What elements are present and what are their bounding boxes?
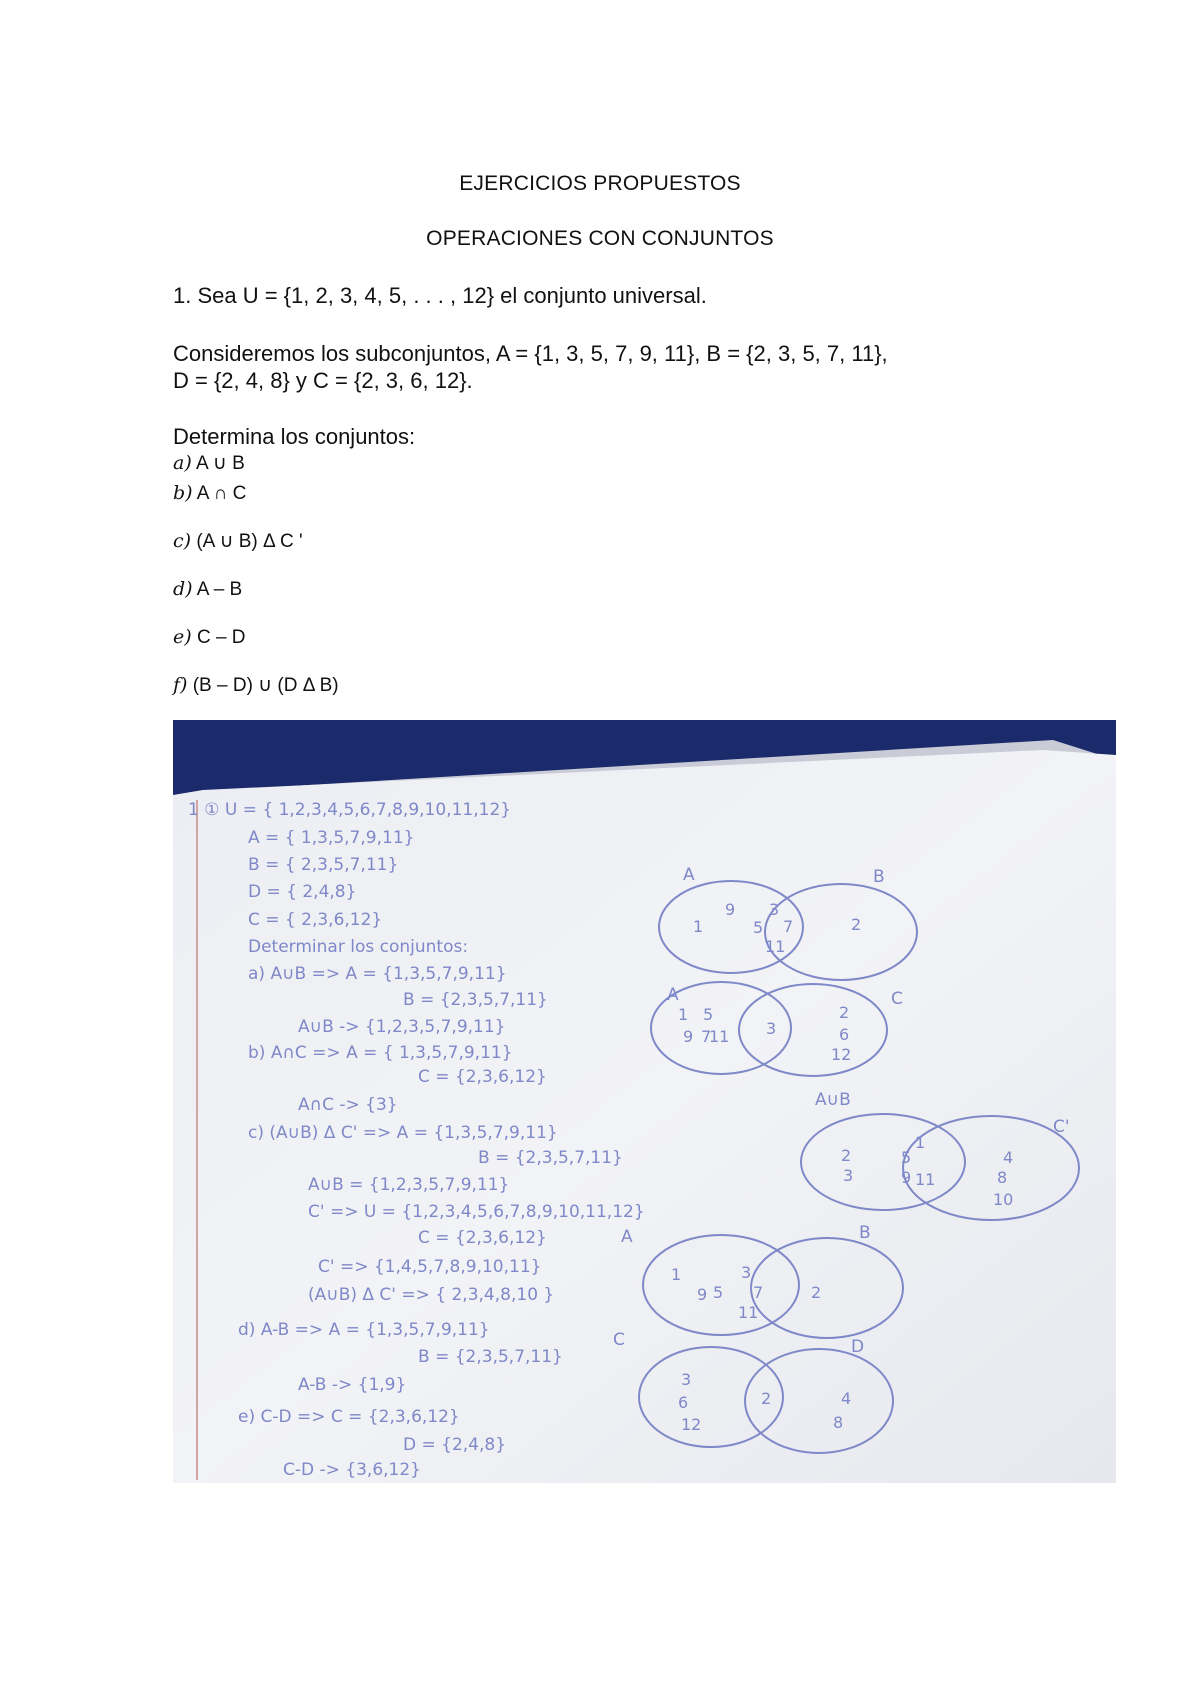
item-text: C – D: [191, 627, 246, 648]
handwritten-line: B = {2,3,5,7,11}: [478, 1148, 623, 1168]
handwritten-line: C = { 2,3,6,12}: [248, 910, 383, 930]
handwritten-line: A∪B -> {1,2,3,5,7,9,11}: [298, 1017, 506, 1037]
exercise-item-e: [173, 626, 246, 649]
venn-element: 2: [851, 915, 862, 934]
venn-set-label: A: [621, 1227, 633, 1247]
handwritten-line: C-D -> {3,6,12}: [283, 1460, 421, 1480]
venn-element: 3: [843, 1166, 854, 1185]
venn-element: 11: [709, 1027, 730, 1046]
venn-set-label: A: [683, 865, 695, 885]
venn-set-label: B: [873, 867, 885, 887]
venn-element: 2: [761, 1389, 772, 1408]
venn-element: 3: [741, 1263, 752, 1282]
venn-set-label: C: [891, 989, 903, 1009]
venn-element: 7: [753, 1283, 764, 1302]
handwritten-line: B = {2,3,5,7,11}: [418, 1347, 563, 1367]
handwritten-line: d) A-B => A = {1,3,5,7,9,11}: [238, 1320, 490, 1340]
item-label: a): [173, 452, 192, 474]
venn-element: 4: [841, 1389, 852, 1408]
handwritten-line: D = {2,4,8}: [403, 1435, 507, 1455]
venn-element: 2: [841, 1146, 852, 1165]
venn-element: 2: [839, 1003, 850, 1022]
venn-element: 6: [839, 1025, 850, 1044]
handwritten-line: a) A∪B => A = {1,3,5,7,9,11}: [248, 964, 507, 984]
venn-element: 3: [766, 1019, 777, 1038]
venn-element: 4: [1003, 1148, 1014, 1167]
item-label: b): [173, 482, 193, 504]
document-title: EJERCICIOS PROPUESTOS: [459, 172, 741, 195]
venn-element: 2: [811, 1283, 822, 1302]
handwritten-line: C = {2,3,6,12}: [418, 1067, 547, 1087]
venn-element: 1: [671, 1265, 682, 1284]
exercise-item-f: [173, 674, 339, 697]
exercise-item-a: [173, 452, 245, 475]
venn-element: 5: [703, 1005, 714, 1024]
handwritten-line: A∪B = {1,2,3,5,7,9,11}: [308, 1175, 510, 1195]
handwritten-line: B = { 2,3,5,7,11}: [248, 855, 399, 875]
handwritten-line: A-B -> {1,9}: [298, 1375, 407, 1395]
handwritten-line: (A∪B) Δ C' => { 2,3,4,8,10 }: [308, 1285, 555, 1305]
venn-element: 9: [683, 1027, 694, 1046]
venn-element: 9: [901, 1168, 912, 1187]
venn-element: 7: [701, 1027, 712, 1046]
determine-prompt: Determina los conjuntos:: [173, 424, 416, 449]
venn-set-label: B: [859, 1223, 871, 1243]
venn-set-label: C: [613, 1330, 625, 1350]
item-label: c): [173, 530, 192, 552]
handwritten-line: C' => U = {1,2,3,4,5,6,7,8,9,10,11,12}: [308, 1202, 645, 1222]
handwritten-line: B = {2,3,5,7,11}: [403, 990, 548, 1010]
subsets-line-2: D = {2, 4, 8} y C = {2, 3, 6, 12}.: [173, 368, 473, 393]
venn-element: 10: [993, 1190, 1014, 1209]
venn-element: 11: [915, 1170, 936, 1189]
venn-set-label: A∪B: [815, 1090, 851, 1110]
venn-element: 12: [831, 1045, 852, 1064]
handwritten-line: C = {2,3,6,12}: [418, 1228, 547, 1248]
handwritten-line: D = { 2,4,8}: [248, 882, 357, 902]
handwritten-line: Determinar los conjuntos:: [248, 937, 469, 957]
item-label: f): [173, 674, 188, 696]
item-text: (A ∪ B) Δ C ': [191, 531, 303, 552]
venn-set-label: C': [1053, 1117, 1070, 1137]
venn-element: 1: [693, 917, 704, 936]
venn-element: 11: [738, 1303, 759, 1322]
handwritten-line: 1 ① U = { 1,2,3,4,5,6,7,8,9,10,11,12}: [188, 800, 512, 820]
exercise-item-c: [173, 530, 303, 553]
venn-element: 7: [783, 917, 794, 936]
venn-element: 9: [697, 1285, 708, 1304]
exercise-item-b: [173, 482, 246, 505]
venn-element: 5: [713, 1283, 724, 1302]
handwritten-line: A = { 1,3,5,7,9,11}: [248, 828, 415, 848]
handwritten-solution-photo: [173, 720, 1116, 1483]
venn-set-label: D: [851, 1337, 865, 1357]
item-label: e): [173, 626, 192, 648]
venn-element: 1: [915, 1133, 926, 1152]
venn-element: 8: [997, 1168, 1008, 1187]
subsets-line-1: Consideremos los subconjuntos, A = {1, 3, 5, 7, 9, 11}, B = {2, 3, 5, 7, 11},: [173, 341, 888, 366]
handwritten-line: C' => {1,4,5,7,8,9,10,11}: [318, 1257, 542, 1277]
venn-element: 5: [901, 1148, 912, 1167]
venn-element: 9: [725, 900, 736, 919]
venn-set-label: A: [667, 985, 679, 1005]
venn-element: 5: [753, 918, 764, 937]
problem-statement: 1. Sea U = {1, 2, 3, 4, 5, . . . , 12} el conjunto universal.: [173, 283, 707, 308]
venn-element: 6: [678, 1393, 689, 1412]
item-label: d): [173, 578, 193, 600]
handwritten-line: e) C-D => C = {2,3,6,12}: [238, 1407, 460, 1427]
item-text: (B – D) ∪ (D Δ B): [187, 675, 339, 696]
document-subtitle: OPERACIONES CON CONJUNTOS: [426, 227, 774, 250]
venn-element: 12: [681, 1415, 702, 1434]
venn-element: 3: [769, 900, 780, 919]
handwritten-line: c) (A∪B) Δ C' => A = {1,3,5,7,9,11}: [248, 1123, 558, 1143]
item-text: A ∪ B: [191, 453, 245, 474]
venn-element: 3: [681, 1370, 692, 1389]
handwritten-line: A∩C -> {3}: [298, 1095, 398, 1115]
exercise-item-d: [173, 578, 242, 601]
venn-element: 1: [678, 1005, 689, 1024]
handwritten-line: b) A∩C => A = { 1,3,5,7,9,11}: [248, 1043, 513, 1063]
venn-element: 8: [833, 1413, 844, 1432]
item-text: A ∩ C: [192, 483, 247, 504]
item-text: A – B: [192, 579, 243, 600]
venn-element: 11: [765, 937, 786, 956]
photo-canvas: [173, 720, 1116, 1483]
